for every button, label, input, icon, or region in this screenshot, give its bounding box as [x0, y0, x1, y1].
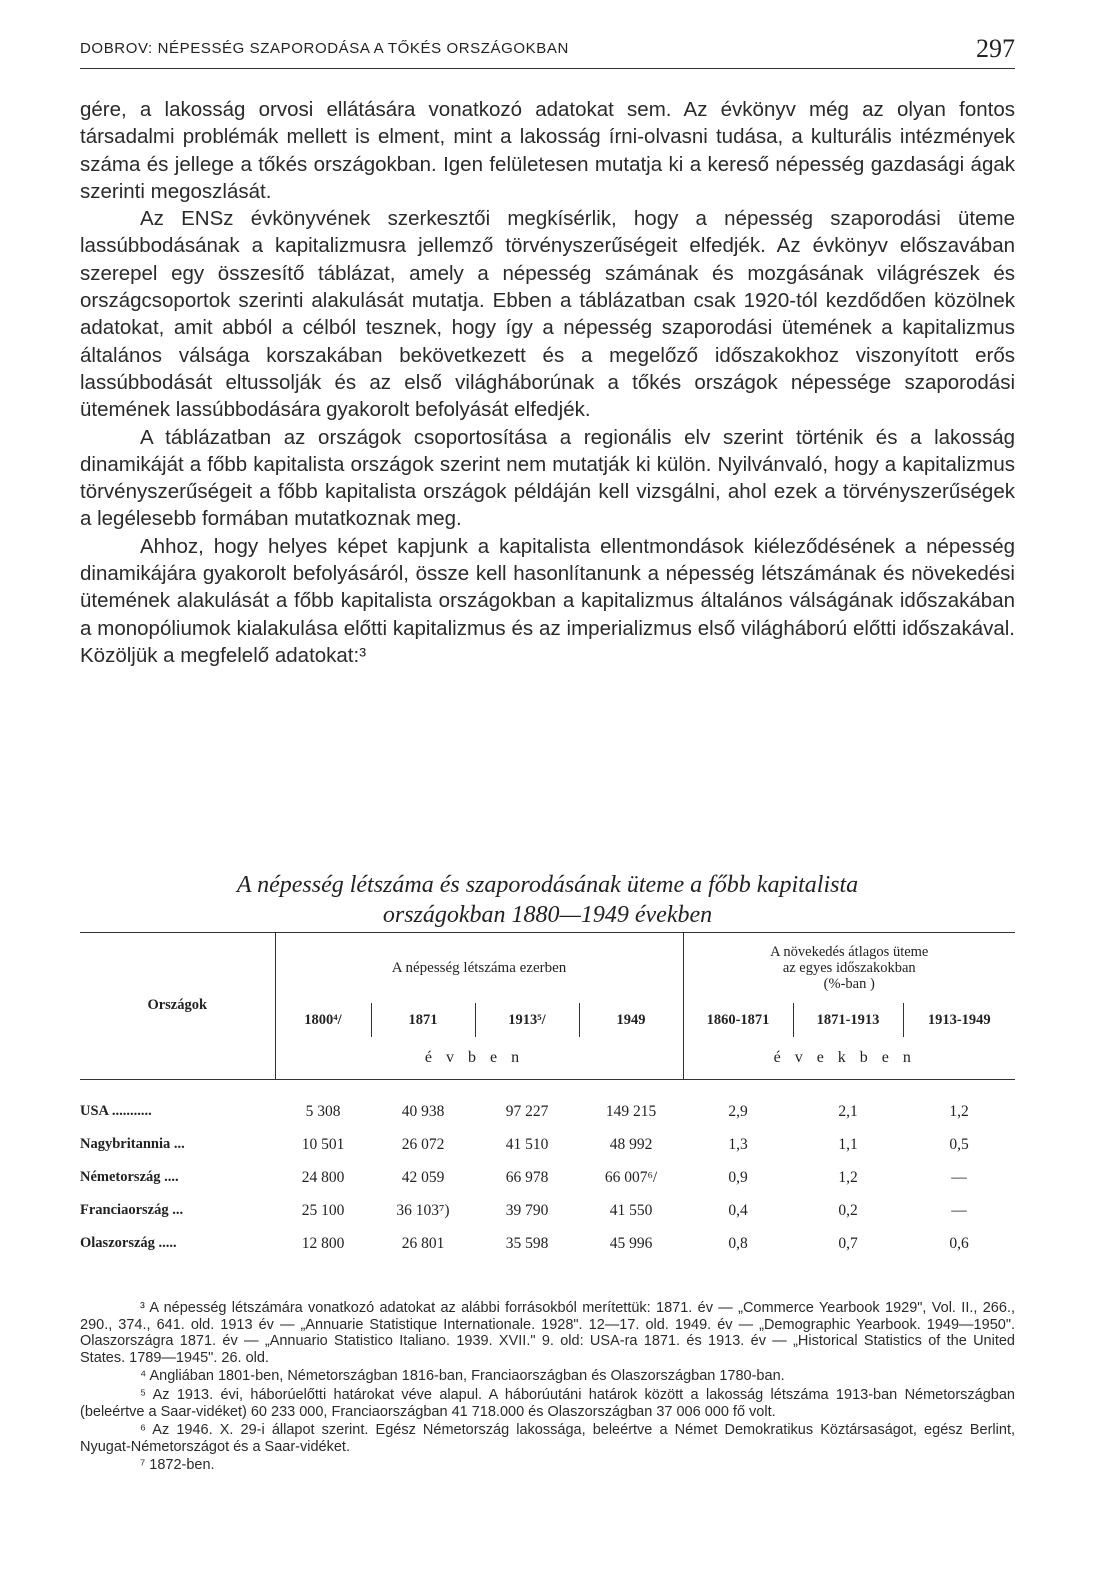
value-cell: 0,9: [728, 1168, 748, 1186]
value-cell: 26 072: [401, 1135, 445, 1153]
value-cell: 0,8: [728, 1234, 748, 1252]
value-cell: 2,1: [838, 1102, 858, 1120]
footnote: ⁴ Angliában 1801-ben, Németországban 1816-ban, Franciaországban és Olaszországban 1780-ban.: [140, 1368, 785, 1385]
table-title: [80, 870, 1015, 930]
body-text: [80, 96, 1015, 669]
value-cell: 5 308: [305, 1102, 341, 1120]
value-cell: 66 978: [505, 1168, 549, 1186]
country-cell: Nagybritannia ...: [80, 1136, 185, 1152]
col-group-population: A népesség létszáma ezerben: [275, 933, 683, 1004]
col-header-year: 1871: [371, 1003, 475, 1037]
value-cell: 24 800: [301, 1168, 345, 1186]
value-cell: 1,1: [838, 1135, 858, 1153]
col-header-year: 1949: [579, 1003, 683, 1037]
value-cell: 45 996: [609, 1234, 653, 1252]
value-cell: 0,2: [838, 1201, 858, 1219]
value-cell: 1,2: [949, 1102, 969, 1120]
table-row: [80, 1095, 1015, 1128]
value-cell: 26 801: [401, 1234, 445, 1252]
country-cell: Franciaország ...: [80, 1202, 184, 1218]
col-group-growth: A növekedés átlagos üteme az egyes időszakokban (%-ban ): [683, 933, 1015, 1004]
header-rule: [80, 68, 1015, 69]
value-cell: —: [951, 1168, 967, 1186]
running-title: DOBROV: NÉPESSÉG SZAPORODÁSA A TŐKÉS ORSZÁGOKBAN: [80, 40, 569, 57]
value-cell: 149 215: [605, 1102, 657, 1120]
col-header-period: 1871-1913: [793, 1003, 903, 1037]
table-row: [80, 1194, 1015, 1227]
value-cell: 10 501: [301, 1135, 345, 1153]
value-cell: 1,3: [728, 1135, 748, 1153]
paragraph: gére, a lakosság orvosi ellátására vonatkozó adatokat sem. Az évkönyv még az olyan fontos társadalmi problémák mellett is elment, mint a lakosság írni-olvasni tudása, a kulturális intézmények száma és jellege a tőkés országokban. Igen felületesen mutatja ki a kereső népesség gazdasági ágak szerinti megoszlását.: [80, 98, 1015, 203]
value-cell: 0,6: [949, 1234, 969, 1252]
table-row: [80, 1227, 1015, 1260]
footnote: ⁵ Az 1913. évi, háborúelőtti határokat véve alapul. A háborúutáni határok között a lakosság létszáma 1913-ban Németországban (beleértve a Saar-vidéket) 60 233 000, Franciaországban 41 718.000 és Olaszországban 37 006 000 fő volt.: [80, 1386, 1015, 1420]
value-cell: —: [951, 1201, 967, 1219]
col-header-year: 1800⁴/: [275, 1003, 371, 1037]
value-cell: 1,2: [838, 1168, 858, 1186]
value-cell: 39 790: [505, 1201, 549, 1219]
page-number: 297: [976, 34, 1015, 63]
col-header-year: 1913⁵/: [475, 1003, 579, 1037]
value-cell: 12 800: [301, 1234, 345, 1252]
value-cell: 0,5: [949, 1135, 969, 1153]
country-cell: Olaszország .....: [80, 1235, 177, 1251]
value-cell: 36 103⁷): [396, 1201, 450, 1219]
value-cell: 41 550: [609, 1201, 653, 1219]
table-row: [80, 1161, 1015, 1194]
value-cell: 48 992: [609, 1135, 653, 1153]
col-header-countries: Országok: [147, 997, 208, 1014]
footnote: ³ A népesség létszámára vonatkozó adatokat az alábbi forrásokból merítettük: 1871. év — „Commerce Yearbook 1929", Vol. II., 266., 290., 374., 641. old. 1913 év — „Annuarie Statistique Internationale. 1928". 12—17. old. 1949. év — „Demographic Yearbook. 1949—1950". Olaszországra 1871. év — „Annuario Statistico Italiano. 1939. XVII." 9. old: USA-ra 1871. és 1913. év — „Historical Statistics of the United States. 1789—1945". 26. old.: [80, 1300, 1015, 1366]
col-header-period: 1860-1871: [683, 1003, 793, 1037]
value-cell: 35 598: [505, 1234, 549, 1252]
paragraph: Az ENSz évkönyvének szerkesztői megkísérlik, hogy a népesség szaporodási üteme lassúbbodásának a kapitalizmusra jellemző törvényszerűségeit elfedjék. Az évkönyv előszavában szerepel egy összesítő táblázat, amely a népesség számának és mozgásának világrészek és országcsoportok szerinti alakulását mutatja. Ebben a táblázatban csak 1920-tól kezdődően közölnek adatokat, amit abból a célból tesznek, hogy így a népesség szaporodási ütemének a kapitalizmus általános válsága korszakában bekövetkezett és a megelőző időszakokhoz viszonyított erős lassúbbodását eltussolják és az első világháborúnak a tőkés országok népessége szaporodási ütemének lassúbbodására gyakorolt befolyását elfedjék.: [80, 207, 1015, 422]
value-cell: 25 100: [301, 1201, 345, 1219]
table-title-line: A népesség létszáma és szaporodásának üteme a főbb kapitalista: [236, 872, 859, 898]
value-cell: 97 227: [505, 1102, 549, 1120]
value-cell: 0,7: [838, 1234, 858, 1252]
value-cell: 40 938: [401, 1102, 445, 1120]
value-cell: 0,4: [728, 1201, 748, 1219]
country-cell: USA ...........: [80, 1103, 152, 1119]
value-cell: 42 059: [401, 1168, 445, 1186]
table-title-line: országokban 1880—1949 években: [382, 902, 713, 928]
unit-periods: években: [683, 1037, 1015, 1079]
running-header: [80, 36, 1015, 66]
footnote: ⁶ Az 1946. X. 29-i állapot szerint. Egész Németország lakossága, beleértve a Német Demokratikus Köztársaságot, egész Berlint, Nyugat-Németországot és a Saar-vidéket.: [80, 1422, 1015, 1455]
unit-years: évben: [275, 1037, 683, 1079]
col-header-period: 1913-1949: [903, 1003, 1015, 1037]
table-row: [80, 1128, 1015, 1161]
country-cell: Németország ....: [80, 1169, 179, 1185]
footnote: ⁷ 1872-ben.: [140, 1457, 215, 1474]
value-cell: 2,9: [728, 1102, 748, 1120]
paragraph: A táblázatban az országok csoportosítása a regionális elv szerint történik és a lakosság dinamikáját a főbb kapitalista országok szerint nem mutatják ki külön. Nyilvánvaló, hogy a kapitalizmus törvényszerűségeit a főbb kapitalista országok példáján kell vizsgálni, ahol ezek a törvényszerűségek a legélesebb formában mutatkoznak meg.: [80, 425, 1015, 531]
population-table: [80, 932, 1015, 1260]
value-cell: 41 510: [505, 1135, 549, 1153]
paragraph: Ahhoz, hogy helyes képet kapjunk a kapitalista ellentmondások kiéleződésének a népesség dinamikájára gyakorolt befolyásáról, össze kell hasonlítanunk a népesség létszámának és növekedési ütemének alakulását a főbb kapitalista országokban a kapitalizmus általános válságának időszakában a monopóliumok kialakulása előtti kapitalizmus és az imperializmus első világháború előtti időszakával. Közöljük a megfelelő adatokat:³: [80, 534, 1015, 667]
footnotes: [80, 1300, 1015, 1476]
value-cell: 66 007⁶/: [604, 1168, 658, 1186]
